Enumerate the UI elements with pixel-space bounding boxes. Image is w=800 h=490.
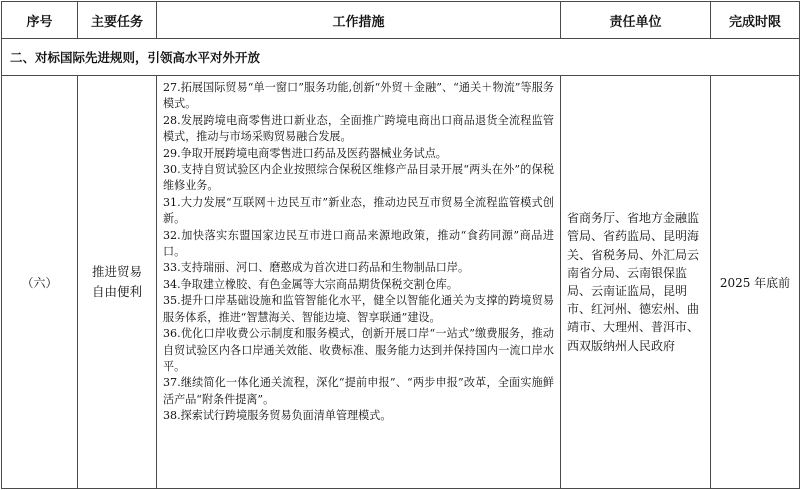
header-row <box>2 2 800 39</box>
header-task: 主要任务 <box>78 2 157 39</box>
measure-item: 33.支持瑞丽、河口、磨憨成为首次进口药品和生物制品口岸。 <box>163 261 470 275</box>
header-seq: 序号 <box>2 2 78 39</box>
row-measures <box>157 76 561 489</box>
section-row <box>2 39 800 76</box>
measure-item: 34.争取建立橡胶、有色金属等大宗商品期货保税交割仓库。 <box>163 277 458 291</box>
table-row <box>2 76 800 489</box>
measure-item: 37.继续简化一体化通关流程，深化“提前申报”、“两步申报”改革，全面实施鲜活产品“附条件提离”。 <box>163 376 554 406</box>
section-title: 二、对标国际先进规则，引领高水平对外开放 <box>2 39 800 76</box>
row-unit: 省商务厅、省地方金融监管局、省药监局、昆明海关、省税务局、外汇局云南省分局、云南银保监局、云南证监局，昆明市、红河州、德宏州、曲靖市、大理州、普洱市、西双版纳州人民政府 <box>561 76 711 489</box>
measure-item: 30.支持自贸试验区内企业按照综合保税区维修产品目录开展“两头在外”的保税维修业务。 <box>163 163 554 193</box>
header-unit: 责任单位 <box>561 2 711 39</box>
header-deadline: 完成时限 <box>711 2 800 39</box>
measure-item: 27.拓展国际贸易“单一窗口”服务功能,创新“外贸＋金融”、“通关＋物流”等服务模式。 <box>163 81 554 111</box>
measure-item: 29.争取开展跨境电商零售进口药品及医药器械业务试点。 <box>163 146 447 160</box>
task-table <box>1 1 800 489</box>
measure-item: 28.发展跨境电商零售进口新业态，全面推广跨境电商出口商品退货全流程监管模式，推动与市场采购贸易融合发展。 <box>163 113 554 144</box>
measure-item: 36.优化口岸收费公示制度和服务模式，创新开展口岸“一站式”缴费服务，推动自贸试验区内各口岸通关效能、收费标准、服务能力达到并保持国内一流口岸水平。 <box>163 327 554 373</box>
row-seq: （六） <box>2 76 78 489</box>
header-measures: 工作措施 <box>157 2 561 39</box>
measure-item: 31.大力发展“互联网＋边民互市”新业态，推动边民互市贸易全流程监管模式创新。 <box>163 195 554 226</box>
measure-item: 32.加快落实东盟国家边民互市进口商品来源地政策，推动“食药同源”商品进口。 <box>163 228 554 259</box>
measure-item: 35.提升口岸基础设施和监管智能化水平，健全以智能化通关为支撑的跨境贸易服务体系，推进“智慧海关、智能边境、智享联通”建设。 <box>163 294 554 324</box>
row-task: 推进贸易自由便利 <box>78 76 157 489</box>
row-deadline: 2025 年底前 <box>711 76 800 489</box>
measure-item: 38.探索试行跨境服务贸易负面清单管理模式。 <box>163 409 392 423</box>
